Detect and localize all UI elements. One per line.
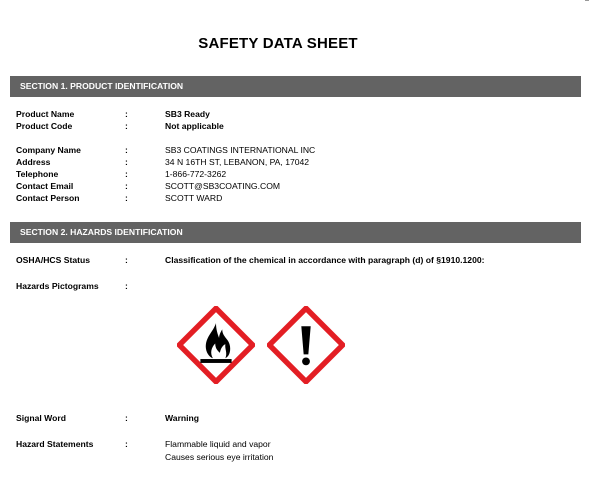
field-label: Company Name [16,145,81,155]
field-label: Contact Person [16,193,80,203]
hazard-statement: Causes serious eye irritation [165,452,274,462]
contact-person-row [0,192,600,204]
field-value: 34 N 16TH ST, LEBANON, PA, 17042 [165,157,310,167]
hazards-pictograms-row [0,280,600,292]
separator: : [125,281,128,291]
field-label: Address [16,157,51,167]
document-title: SAFETY DATA SHEET [198,35,358,52]
address-row [0,156,600,168]
section-1-header: SECTION 1. PRODUCT IDENTIFICATION [10,76,581,97]
company-name-row [0,144,600,156]
field-value: SCOTT@SB3COATING.COM [165,181,281,191]
page-corner-mark [585,0,589,4]
hazard-statements-row [0,438,600,450]
product-code-row [0,120,600,132]
field-label: Telephone [16,169,59,179]
field-label: Hazard Statements [16,439,94,449]
separator: : [125,193,128,203]
field-label: Hazards Pictograms [16,281,99,291]
field-value: SB3 Ready [165,109,210,119]
osha-hcs-status-row [0,254,600,266]
telephone-row [0,168,600,180]
product-name-row [0,108,600,120]
contact-email-row [0,180,600,192]
field-value: SCOTT WARD [165,193,223,203]
separator: : [125,157,128,167]
separator: : [125,181,128,191]
flame-icon [177,306,255,384]
field-value: Not applicable [165,121,224,131]
separator: : [125,121,128,131]
field-value: Warning [165,413,200,423]
exclamation-mark-icon [267,306,345,384]
separator: : [125,439,128,449]
separator: : [125,413,128,423]
field-label: Signal Word [16,413,66,423]
field-value: SB3 COATINGS INTERNATIONAL INC [165,145,316,155]
field-label: Product Name [16,109,75,119]
signal-word-row [0,412,600,424]
hazard-statement: Flammable liquid and vapor [165,439,271,449]
field-value: Classification of the chemical in accordance with paragraph (d) of §1910.1200: [165,255,485,265]
field-label: OSHA/HCS Status [16,255,91,265]
field-label: Product Code [16,121,73,131]
separator: : [125,255,128,265]
separator: : [125,145,128,155]
separator: : [125,169,128,179]
section-2-header: SECTION 2. HAZARDS IDENTIFICATION [10,222,581,243]
field-label: Contact Email [16,181,74,191]
separator: : [125,109,128,119]
field-value: 1-866-772-3262 [165,169,227,179]
